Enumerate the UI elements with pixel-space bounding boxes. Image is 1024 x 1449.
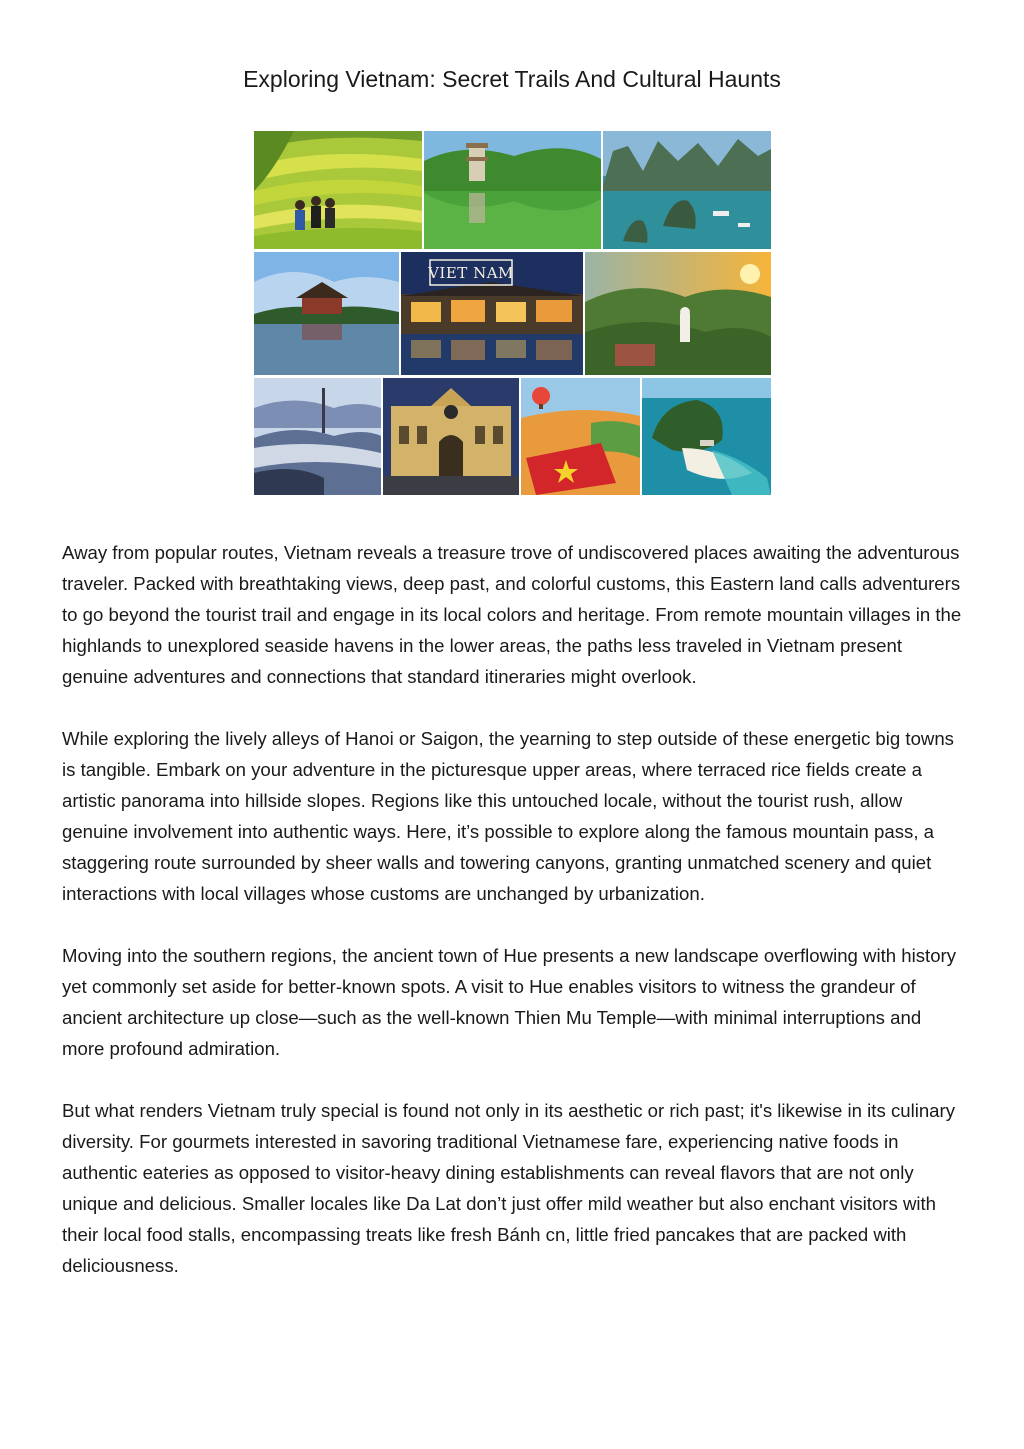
article-paragraph: But what renders Vietnam truly special is found not only in its aesthetic or rich past; it's likewise in its culinary diversity. For gourmets interested in savoring traditional Vietnamese fare, experiencing native foods in authentic eateries as opposed to visitor-heavy dining establishments can reveal flavors that are not only unique and delicious. Smaller locales like Da Lat don’t just offer mild weather but also enchant visitors with their local food stalls, encompassing treats like fresh Bánh cn, little fried pancakes that are packed with deliciousness. [62,1100,956,1276]
tropical-island-photo [642,378,771,495]
article-paragraph: Moving into the southern regions, the ancient town of Hue presents a new landscape overflowing with history yet commonly set aside for better-known spots. A visit to Hue enables visitors to witness the grandeur of ancient architecture up close—such as the well-known Thien Mu Temple—with minimal interruptions and more profound admiration. [62,945,957,1059]
ha-long-bay-photo [603,131,771,249]
vietnam-photo-collage [254,131,771,495]
article-paragraph: While exploring the lively alleys of Hanoi or Saigon, the yearning to step outside of these energetic big towns is tangible. Embark on your adventure in the picturesque upper areas, where terraced rice fields create a artistic panorama into hillside slopes. Regions like this untouched locale, without the tourist rush, allow genuine involvement into authentic ways. Here, it’s possible to explore along the famous mountain pass, a staggering route surrounded by sheer walls and towering canyons, granting unmatched scenery and quiet interactions with local villages whose customs are unchanged by urbanization. [62,728,954,904]
article-paragraph: Away from popular routes, Vietnam reveals a treasure trove of undiscovered places awaiting the adventurous traveler. Packed with breathtaking views, deep past, and colorful customs, this Eastern land calls adventurers to go beyond the tourist trail and engage in its local colors and heritage. From remote mountain villages in the highlands to unexplored seaside havens in the lower areas, the paths less traveled in Vietnam present genuine adventures and connections that standard itineraries might overlook. [62,542,962,687]
hue-citadel-photo [254,252,399,375]
article-body [62,537,967,1312]
hoi-an-night-photo [401,252,583,375]
page-title: Exploring Vietnam: Secret Trails And Cultural Haunts [243,66,781,92]
sand-dune-flag-photo [521,378,640,495]
da-lat-fog-photo [254,378,381,495]
mountain-sunset-photo [585,252,771,375]
collage-caption: VIET NAM [428,264,514,282]
hoan-kiem-lake-photo [424,131,601,249]
rice-terraces-photo [254,131,422,249]
saigon-post-office-photo [383,378,519,495]
